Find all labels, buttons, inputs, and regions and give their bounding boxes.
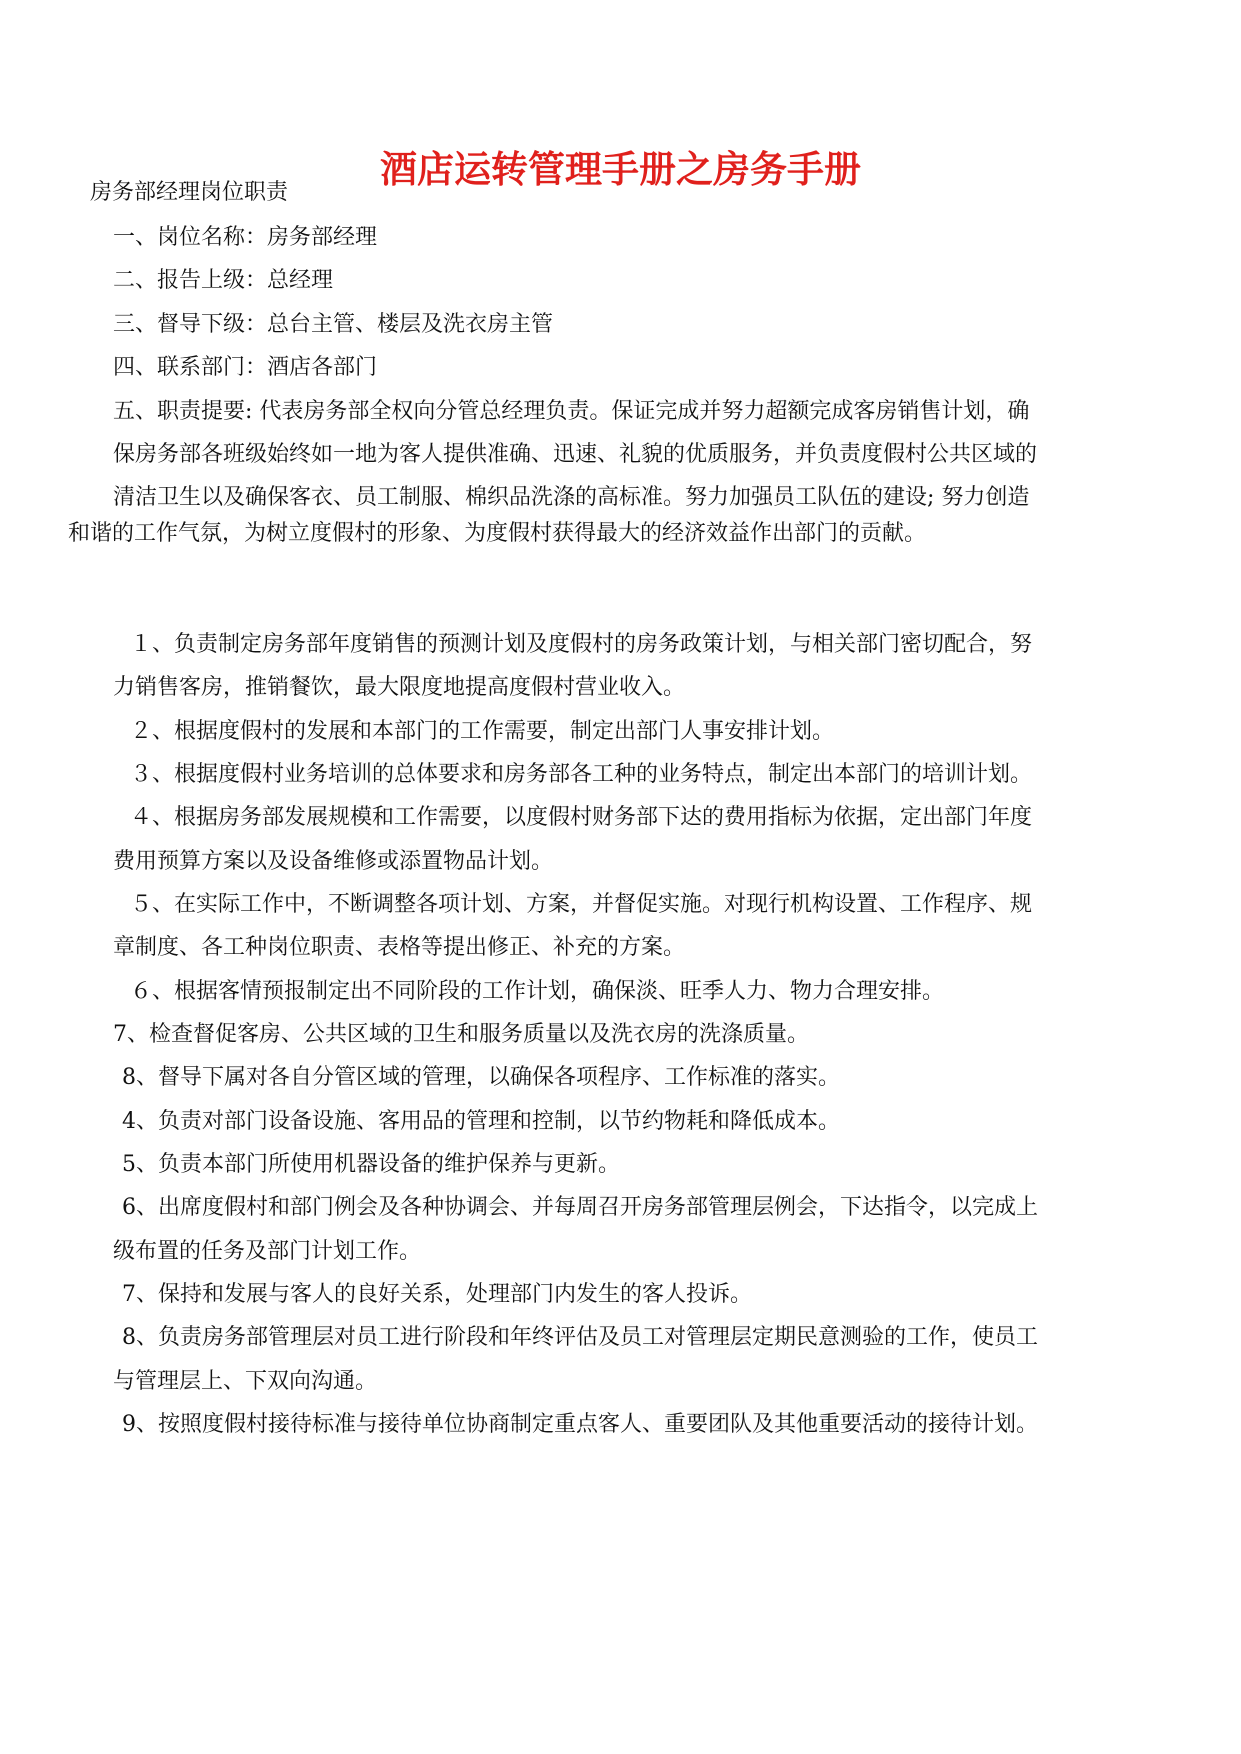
duty-line: ５、在实际工作中，不断调整各项计划、方案，并督促实施。对现行机构设置、工作程序、规 — [130, 892, 1033, 917]
duty-line: ２、根据度假村的发展和本部门的工作需要，制定出部门人事安排计划。 — [130, 719, 835, 744]
duty-line: ４、根据房务部发展规模和工作需要，以度假村财务部下达的费用指标为依据，定出部门年度 — [130, 805, 1033, 830]
header-item: 四、联系部门：酒店各部门 — [113, 355, 378, 380]
duty-line: 8、督导下属对各自分管区域的管理，以确保各项程序、工作标准的落实。 — [122, 1065, 840, 1090]
duty-summary-line: 五、职责提要: 代表房务部全权向分管总经理负责。保证完成并努力超额完成客房销售计划，确 — [113, 399, 1030, 424]
duty-line: 级布置的任务及部门计划工作。 — [113, 1239, 422, 1264]
duty-line: 章制度、各工种岗位职责、表格等提出修正、补充的方案。 — [113, 935, 686, 960]
duty-line: 与管理层上、下双向沟通。 — [113, 1369, 378, 1394]
header-item: 一、岗位名称：房务部经理 — [113, 225, 378, 250]
duty-line: ３、根据度假村业务培训的总体要求和房务部各工种的业务特点，制定出本部门的培训计划。 — [130, 762, 1033, 787]
header-item: 三、督导下级：总台主管、楼层及洗衣房主管 — [113, 312, 554, 337]
duty-summary-line: 清洁卫生以及确保客衣、员工制服、棉织品洗涤的高标准。努力加强员工队伍的建设; 努力创造 — [113, 485, 1030, 510]
duty-line: １、负责制定房务部年度销售的预测计划及度假村的房务政策计划，与相关部门密切配合，努 — [130, 632, 1033, 657]
duty-line: 7、保持和发展与客人的良好关系，处理部门内发生的客人投诉。 — [122, 1282, 752, 1307]
duty-line: 6、出席度假村和部门例会及各种协调会、并每周召开房务部管理层例会，下达指令，以完成上 — [122, 1195, 1039, 1220]
document-title: 酒店运转管理手册之房务手册 — [380, 147, 861, 191]
duty-summary-line: 和谐的工作气氛，为树立度假村的形象、为度假村获得最大的经济效益作出部门的贡献。 — [68, 521, 927, 546]
section-heading: 房务部经理岗位职责 — [90, 180, 289, 205]
duty-line: 9、按照度假村接待标准与接待单位协商制定重点客人、重要团队及其他重要活动的接待计划。 — [122, 1412, 1039, 1437]
duty-summary-line: 保房务部各班级始终如一地为客人提供准确、迅速、礼貌的优质服务，并负责度假村公共区域的 — [113, 442, 1038, 467]
duty-line: 4、负责对部门设备设施、客用品的管理和控制，以节约物耗和降低成本。 — [122, 1109, 840, 1134]
duty-line: 费用预算方案以及设备维修或添置物品计划。 — [113, 849, 554, 874]
duty-line: 7、检查督促客房、公共区域的卫生和服务质量以及洗衣房的洗涤质量。 — [113, 1022, 809, 1047]
header-item: 二、报告上级：总经理 — [113, 268, 334, 293]
duty-line: ６、根据客情预报制定出不同阶段的工作计划，确保淡、旺季人力、物力合理安排。 — [130, 979, 945, 1004]
duty-line: 8、负责房务部管理层对员工进行阶段和年终评估及员工对管理层定期民意测验的工作，使员工 — [122, 1325, 1039, 1350]
duty-line: 力销售客房，推销餐饮，最大限度地提高度假村营业收入。 — [113, 675, 686, 700]
duty-line: 5、负责本部门所使用机器设备的维护保养与更新。 — [122, 1152, 620, 1177]
